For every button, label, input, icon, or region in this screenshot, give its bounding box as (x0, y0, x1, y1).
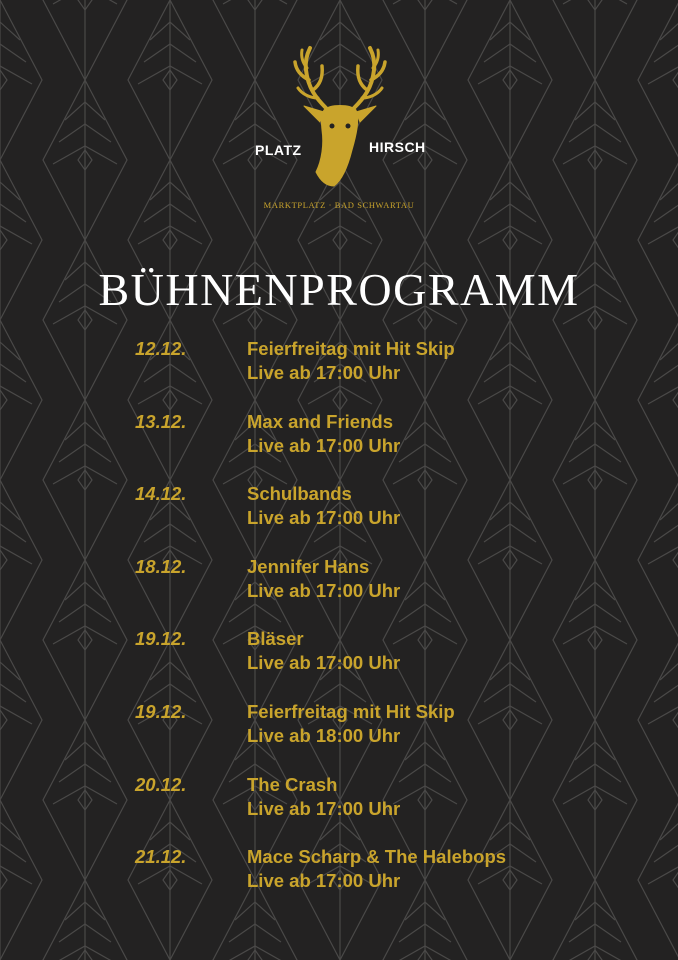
event-time: Live ab 17:00 Uhr (247, 362, 401, 383)
event-date: 20.12. (135, 773, 187, 795)
logo (0, 0, 678, 220)
event-time: Live ab 17:00 Uhr (247, 507, 401, 529)
event-date: 18.12. (135, 555, 187, 577)
event-time: Live ab 17:00 Uhr (247, 870, 401, 892)
event-date: 13.12. (135, 410, 187, 432)
event-time: Live ab 18:00 Uhr (247, 724, 401, 746)
event-name: Max and Friends (247, 410, 393, 432)
event-time: Live ab 17:00 Uhr (247, 797, 401, 819)
event-time: Live ab 17:00 Uhr (247, 579, 401, 601)
event-name: Feierfreitag mit Hit Skip (247, 338, 455, 359)
event-item (0, 701, 678, 774)
event-name: Feierfreitag mit Hit Skip (247, 700, 455, 722)
event-date: 21.12. (135, 846, 187, 868)
event-date: 19.12. (135, 628, 187, 650)
event-date: 14.12. (135, 483, 187, 505)
event-date: 19.12. (135, 700, 187, 722)
event-item (0, 774, 678, 847)
event-name: Jennifer Hans (247, 555, 370, 577)
event-item (0, 338, 678, 411)
event-name: Schulbands (247, 483, 352, 505)
event-item (0, 628, 678, 701)
event-date: 12.12. (135, 338, 187, 359)
page-title: BÜHNENPROGRAMM (98, 263, 580, 315)
event-item (0, 483, 678, 556)
event-name: The Crash (247, 773, 338, 795)
stag-head-icon (290, 40, 390, 190)
event-item (0, 556, 678, 629)
event-name: Bläser (247, 628, 304, 650)
event-time: Live ab 17:00 Uhr (247, 652, 401, 674)
logo-subtitle: MARKTPLATZ · BAD SCHWARTAU (263, 200, 415, 210)
event-time: Live ab 17:00 Uhr (247, 434, 401, 456)
event-item (0, 846, 678, 919)
logo-text-left: PLATZ (255, 142, 302, 158)
event-list (0, 338, 678, 919)
event-name: Mace Scharp & The Halebops (247, 846, 507, 868)
logo-text-right: HIRSCH (369, 139, 426, 155)
event-item (0, 411, 678, 484)
